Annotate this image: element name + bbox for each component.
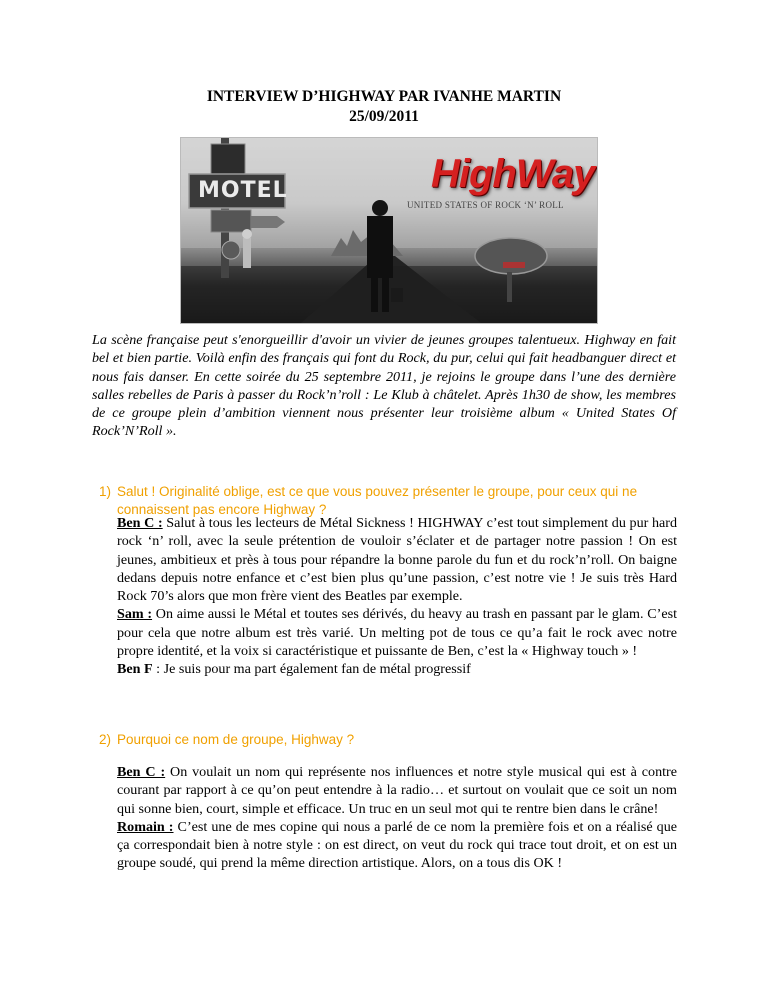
intro-paragraph: La scène française peut s'enorgueillir d'avoir un vivier de jeunes groupes talentueux. Highway en fait bel et bien partie. Voilà enfin des français qui font du Rock, du pur, celui qui fait headbanguer direct et nous fais danser. En cette soirée du 25 septembre 2011, je rejoins le groupe dans l’une des dernière salles rebelles de Paris à passer du Rock’n’roll : Le Klub à châtelet. Après 1h30 de show, les membres de ce groupe plein d’ambition viennent nous présenter leur troisième album « United States Of Rock’N’Roll ». — [92, 332, 676, 440]
answer-text: Salut à tous les lecteurs de Métal Sickness ! HIGHWAY c’est tout simplement du pur hard rock ‘n’ roll, avec la seule prétention de vouloir s’éclater et de partager notre passion ! On est jeunes, ambitieux et près à tous pour répandre la bonne parole du fun et du rock’n’roll. On baigne dedans depuis notre enfance et c’est bien plus qu’une passion, c’est notre vie ! Je suis très Hard Rock 70’s alors que mon frère vient des Beatles par exemple. — [117, 515, 677, 605]
answer-paragraph — [117, 660, 677, 678]
answer-paragraph — [117, 818, 677, 873]
answer-text: : Je suis pour ma part également fan de métal progressif — [152, 661, 471, 678]
question-text: Pourquoi ce nom de groupe, Highway ? — [117, 732, 355, 747]
motel-sign-text: MOTEL — [198, 178, 288, 203]
band-logo-subtitle: UNITED STATES OF ROCK ‘N’ ROLL — [407, 200, 564, 210]
answer-paragraph — [117, 514, 677, 605]
question-text: Salut ! Originalité oblige, est ce que vous pouvez présenter le groupe, pour ceux qui ne connaissent pas encore Highway ? — [117, 484, 638, 518]
answer-block-1 — [117, 514, 677, 679]
speaker-name: Ben C : — [117, 764, 166, 780]
band-logo: HighWay — [431, 152, 595, 196]
document-date: 25/09/2011 — [349, 108, 419, 125]
speaker-name: Sam : — [117, 606, 153, 623]
speaker-name: Romain : — [117, 818, 174, 835]
answer-text: C’est une de mes copine qui nous a parlé de ce nom la première fois et on a réalisé que ça correspondait bien à notre style : on est direct, on veut du rock qui trace tout droit, et on est un groupe soudé, qui prend la même direction artistique. Alors, on a tous dis OK ! — [117, 818, 678, 872]
answer-paragraph — [117, 763, 677, 818]
answer-paragraph — [117, 605, 677, 660]
speaker-name: Ben F — [117, 661, 153, 678]
answer-text: On aime aussi le Métal et toutes ses dérivés, du heavy au trash en passant par le glam. C’est pour cela que notre album est très varié. Un melting pot de tous ce qu’a fait le rock avec notre propre identité, et la voix si caractéristique et puissante de Ben, c’est la « Highway touch » ! — [117, 606, 678, 660]
speaker-name: Ben C : — [117, 515, 163, 531]
question-number: 2) — [99, 732, 112, 747]
question-number: 1) — [99, 484, 112, 499]
answer-block-2 — [117, 763, 677, 873]
question-2 — [99, 731, 677, 749]
band-promo-image — [180, 137, 598, 324]
document-title: INTERVIEW D’HIGHWAY PAR IVANHE MARTIN — [206, 88, 562, 105]
answer-text: On voulait un nom qui représente nos influences et notre style musical qui est à contre courant par rapport à ce qu’on peut entendre à la radio… et surtout on voulait que ce soit un nom qui sonne bien, court, simple et efficace. Un truc en un seul mot qui te rentre bien dans le crâne! — [117, 764, 677, 817]
